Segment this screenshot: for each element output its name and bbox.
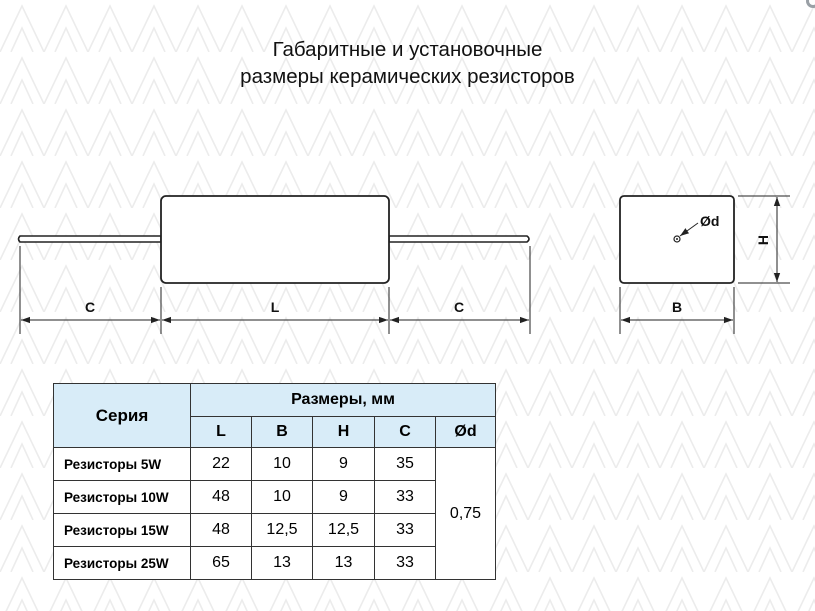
- value-cell-h: 9: [313, 481, 375, 514]
- value-cell-h: 12,5: [313, 514, 375, 547]
- column-header-d: Ød: [436, 417, 496, 448]
- dim-label-c-right: C: [453, 299, 465, 315]
- table-row: [54, 547, 496, 580]
- resistor-end-view: [620, 196, 734, 283]
- dim-label-c-left: C: [84, 299, 96, 315]
- title-line-2: размеры керамических резисторов: [240, 65, 575, 88]
- value-cell-b: 10: [252, 481, 313, 514]
- value-cell-l: 48: [191, 514, 252, 547]
- series-cell: Резисторы 25W: [54, 547, 191, 580]
- series-cell: Резисторы 15W: [54, 514, 191, 547]
- value-cell-l: 22: [191, 448, 252, 481]
- value-cell-c: 35: [375, 448, 436, 481]
- table-row: [54, 448, 496, 481]
- table-row: [54, 514, 496, 547]
- value-cell-l: 65: [191, 547, 252, 580]
- table-header-row-1: [54, 384, 496, 417]
- value-cell-h: 9: [313, 448, 375, 481]
- value-cell-c: 33: [375, 547, 436, 580]
- column-header-b: B: [252, 417, 313, 448]
- value-cell-b: 10: [252, 448, 313, 481]
- lead-left: [19, 236, 162, 242]
- value-cell-d: 0,75: [436, 448, 496, 580]
- lead-right: [389, 236, 529, 242]
- resistor-side-view: [19, 196, 530, 283]
- value-cell-c: 33: [375, 514, 436, 547]
- series-cell: Резисторы 10W: [54, 481, 191, 514]
- series-header: Серия: [54, 384, 191, 448]
- corner-arrow-icon: [801, 0, 815, 12]
- column-header-c: C: [375, 417, 436, 448]
- dim-label-l: L: [270, 299, 280, 315]
- dim-label-diameter: Ød: [700, 213, 720, 229]
- page-title: [0, 36, 815, 90]
- value-cell-b: 13: [252, 547, 313, 580]
- dimensions-table: [53, 383, 496, 580]
- value-cell-c: 33: [375, 481, 436, 514]
- resistor-body: [161, 196, 389, 283]
- value-cell-l: 48: [191, 481, 252, 514]
- dim-label-h: H: [755, 234, 771, 246]
- column-header-l: L: [191, 417, 252, 448]
- dim-label-b: B: [671, 299, 683, 315]
- series-cell: Резисторы 5W: [54, 448, 191, 481]
- dimensions-header: Размеры, мм: [191, 384, 496, 417]
- title-line-1: Габаритные и установочные: [272, 38, 543, 61]
- table-row: [54, 481, 496, 514]
- value-cell-b: 12,5: [252, 514, 313, 547]
- value-cell-h: 13: [313, 547, 375, 580]
- column-header-h: H: [313, 417, 375, 448]
